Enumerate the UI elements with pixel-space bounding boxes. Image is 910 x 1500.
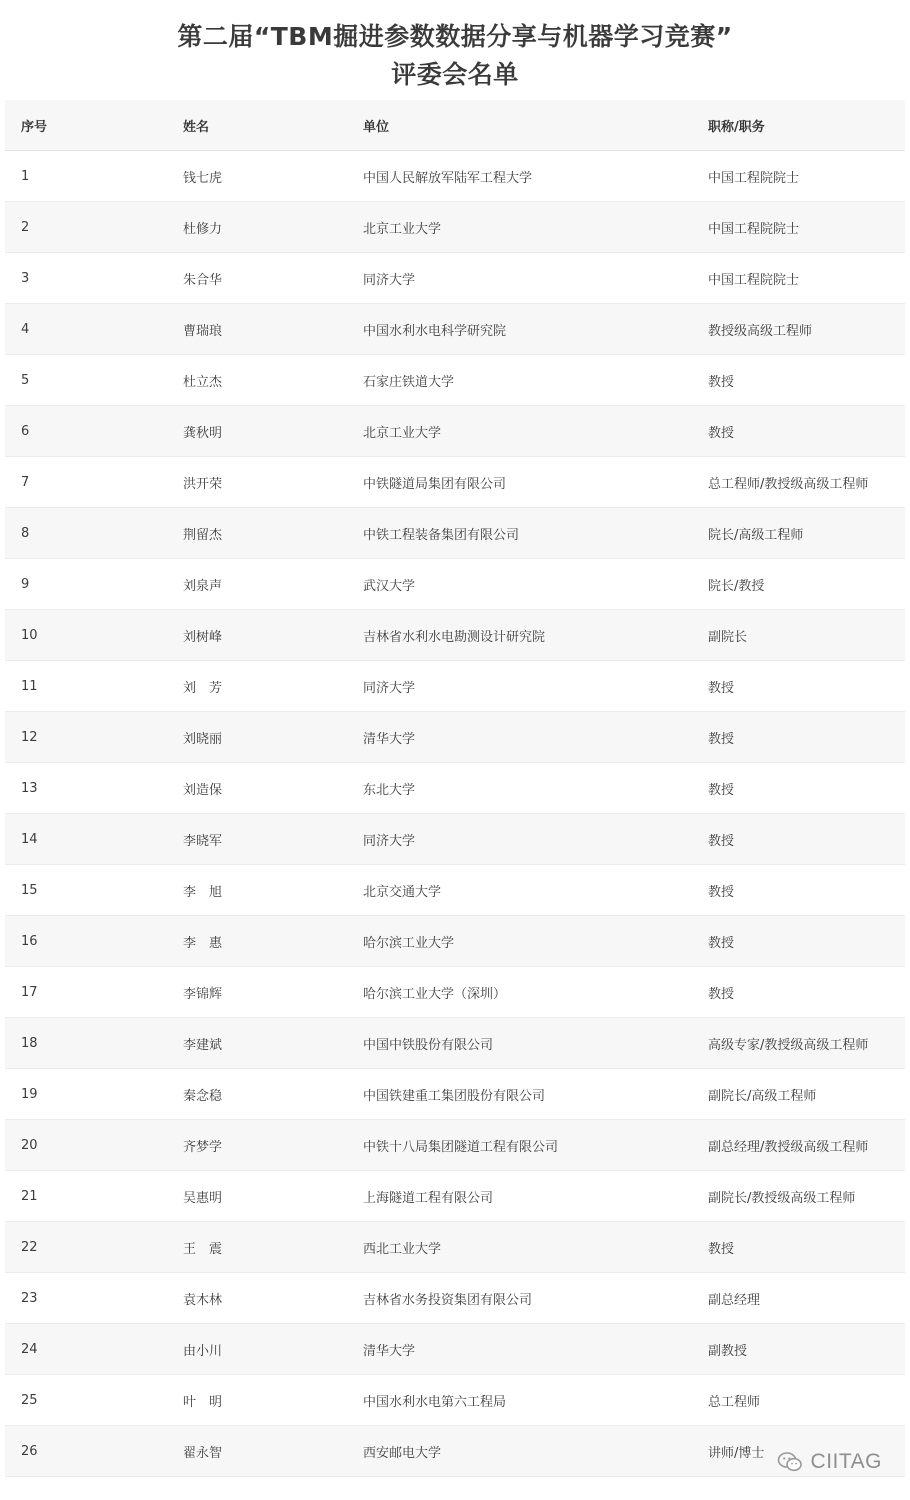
table-row (5, 355, 905, 406)
table-row (5, 916, 905, 967)
cell-unit: 北京工业大学 (347, 202, 692, 253)
cell-name: 洪开荣 (167, 457, 347, 508)
table-row (5, 1222, 905, 1273)
cell-index: 8 (5, 508, 167, 559)
cell-name: 秦念稳 (167, 1069, 347, 1120)
cell-unit: 北京工业大学 (347, 406, 692, 457)
cell-title: 院长/高级工程师 (692, 508, 905, 559)
cell-unit: 中铁工程装备集团有限公司 (347, 508, 692, 559)
cell-name: 龚秋明 (167, 406, 347, 457)
title-line-1: 第二届“TBM掘进参数数据分享与机器学习竞赛” (177, 22, 733, 51)
cell-name: 朱合华 (167, 253, 347, 304)
table-row (5, 1018, 905, 1069)
cell-title: 教授 (692, 865, 905, 916)
header-name: 姓名 (167, 100, 347, 151)
cell-name: 钱七虎 (167, 151, 347, 202)
cell-index: 9 (5, 559, 167, 610)
table-row (5, 814, 905, 865)
table-row (5, 559, 905, 610)
cell-index: 24 (5, 1324, 167, 1375)
cell-index: 19 (5, 1069, 167, 1120)
table-row (5, 151, 905, 202)
cell-index: 10 (5, 610, 167, 661)
table-row (5, 457, 905, 508)
cell-name: 叶 明 (167, 1375, 347, 1426)
cell-name: 刘泉声 (167, 559, 347, 610)
cell-title: 副总经理/教授级高级工程师 (692, 1120, 905, 1171)
cell-unit: 中铁十八局集团隧道工程有限公司 (347, 1120, 692, 1171)
cell-index: 14 (5, 814, 167, 865)
cell-index: 21 (5, 1171, 167, 1222)
cell-unit: 石家庄铁道大学 (347, 355, 692, 406)
table-row (5, 763, 905, 814)
cell-unit: 中国铁建重工集团股份有限公司 (347, 1069, 692, 1120)
cell-title: 教授 (692, 712, 905, 763)
cell-index: 1 (5, 151, 167, 202)
cell-unit: 中国人民解放军陆军工程大学 (347, 151, 692, 202)
cell-title: 教授 (692, 1222, 905, 1273)
cell-index: 20 (5, 1120, 167, 1171)
cell-unit: 西安邮电大学 (347, 1426, 692, 1477)
wechat-icon (777, 1451, 803, 1473)
table-row (5, 865, 905, 916)
cell-name: 李建斌 (167, 1018, 347, 1069)
cell-name: 杜修力 (167, 202, 347, 253)
table-row (5, 1324, 905, 1375)
cell-title: 中国工程院院士 (692, 253, 905, 304)
cell-index: 17 (5, 967, 167, 1018)
cell-unit: 西北工业大学 (347, 1222, 692, 1273)
table-row (5, 1426, 905, 1477)
cell-index: 6 (5, 406, 167, 457)
table-body (5, 151, 905, 1477)
title-line-2: 评委会名单 (391, 60, 519, 89)
cell-index: 18 (5, 1018, 167, 1069)
cell-title: 总工程师 (692, 1375, 905, 1426)
cell-name: 由小川 (167, 1324, 347, 1375)
cell-unit: 东北大学 (347, 763, 692, 814)
cell-index: 4 (5, 304, 167, 355)
cell-title: 教授级高级工程师 (692, 304, 905, 355)
cell-name: 曹瑞琅 (167, 304, 347, 355)
cell-index: 5 (5, 355, 167, 406)
cell-name: 李锦辉 (167, 967, 347, 1018)
cell-name: 杜立杰 (167, 355, 347, 406)
cell-name: 李 惠 (167, 916, 347, 967)
cell-index: 13 (5, 763, 167, 814)
cell-name: 齐梦学 (167, 1120, 347, 1171)
table-row (5, 661, 905, 712)
cell-title: 教授 (692, 406, 905, 457)
cell-title: 教授 (692, 355, 905, 406)
cell-name: 荆留杰 (167, 508, 347, 559)
table-row (5, 1171, 905, 1222)
cell-unit: 清华大学 (347, 1324, 692, 1375)
table-row (5, 610, 905, 661)
cell-name: 翟永智 (167, 1426, 347, 1477)
cell-name: 王 震 (167, 1222, 347, 1273)
cell-index: 7 (5, 457, 167, 508)
cell-unit: 同济大学 (347, 661, 692, 712)
cell-index: 16 (5, 916, 167, 967)
cell-title: 教授 (692, 661, 905, 712)
cell-name: 刘晓丽 (167, 712, 347, 763)
cell-title: 副总经理 (692, 1273, 905, 1324)
cell-name: 袁木林 (167, 1273, 347, 1324)
cell-unit: 吉林省水利水电勘测设计研究院 (347, 610, 692, 661)
cell-index: 23 (5, 1273, 167, 1324)
table-row (5, 508, 905, 559)
judges-table (5, 100, 905, 1477)
cell-unit: 吉林省水务投资集团有限公司 (347, 1273, 692, 1324)
cell-index: 3 (5, 253, 167, 304)
cell-title: 副院长/教授级高级工程师 (692, 1171, 905, 1222)
cell-name: 刘树峰 (167, 610, 347, 661)
table-row (5, 1120, 905, 1171)
cell-title: 总工程师/教授级高级工程师 (692, 457, 905, 508)
cell-title: 副院长/高级工程师 (692, 1069, 905, 1120)
cell-unit: 上海隧道工程有限公司 (347, 1171, 692, 1222)
cell-name: 吴惠明 (167, 1171, 347, 1222)
cell-unit: 中铁隧道局集团有限公司 (347, 457, 692, 508)
cell-title: 副教授 (692, 1324, 905, 1375)
cell-unit: 哈尔滨工业大学（深圳） (347, 967, 692, 1018)
cell-unit: 同济大学 (347, 814, 692, 865)
cell-name: 刘造保 (167, 763, 347, 814)
header-index: 序号 (5, 100, 167, 151)
cell-index: 25 (5, 1375, 167, 1426)
cell-name: 李 旭 (167, 865, 347, 916)
cell-unit: 中国中铁股份有限公司 (347, 1018, 692, 1069)
cell-index: 26 (5, 1426, 167, 1477)
cell-title: 院长/教授 (692, 559, 905, 610)
cell-unit: 北京交通大学 (347, 865, 692, 916)
cell-index: 2 (5, 202, 167, 253)
cell-title: 教授 (692, 763, 905, 814)
cell-title: 中国工程院院士 (692, 151, 905, 202)
table-row (5, 1273, 905, 1324)
cell-unit: 清华大学 (347, 712, 692, 763)
header-title: 职称/职务 (692, 100, 905, 151)
cell-unit: 中国水利水电科学研究院 (347, 304, 692, 355)
cell-index: 12 (5, 712, 167, 763)
cell-title: 教授 (692, 967, 905, 1018)
cell-title: 中国工程院院士 (692, 202, 905, 253)
header-unit: 单位 (347, 100, 692, 151)
cell-name: 李晓军 (167, 814, 347, 865)
cell-index: 22 (5, 1222, 167, 1273)
cell-unit: 武汉大学 (347, 559, 692, 610)
cell-title: 副院长 (692, 610, 905, 661)
cell-unit: 中国水利水电第六工程局 (347, 1375, 692, 1426)
cell-title: 讲师/博士 (692, 1426, 905, 1477)
table-row (5, 712, 905, 763)
cell-unit: 同济大学 (347, 253, 692, 304)
table-row (5, 1375, 905, 1426)
cell-index: 11 (5, 661, 167, 712)
cell-title: 高级专家/教授级高级工程师 (692, 1018, 905, 1069)
cell-unit: 哈尔滨工业大学 (347, 916, 692, 967)
table-row (5, 1069, 905, 1120)
table-row (5, 202, 905, 253)
cell-title: 教授 (692, 814, 905, 865)
table-row (5, 967, 905, 1018)
watermark-text: CIITAG (810, 1450, 882, 1473)
table-row (5, 304, 905, 355)
cell-index: 15 (5, 865, 167, 916)
table-row (5, 253, 905, 304)
watermark (777, 1450, 882, 1474)
table-header-row (5, 100, 905, 151)
cell-name: 刘 芳 (167, 661, 347, 712)
table-row (5, 406, 905, 457)
cell-title: 教授 (692, 916, 905, 967)
page-title (0, 18, 910, 94)
